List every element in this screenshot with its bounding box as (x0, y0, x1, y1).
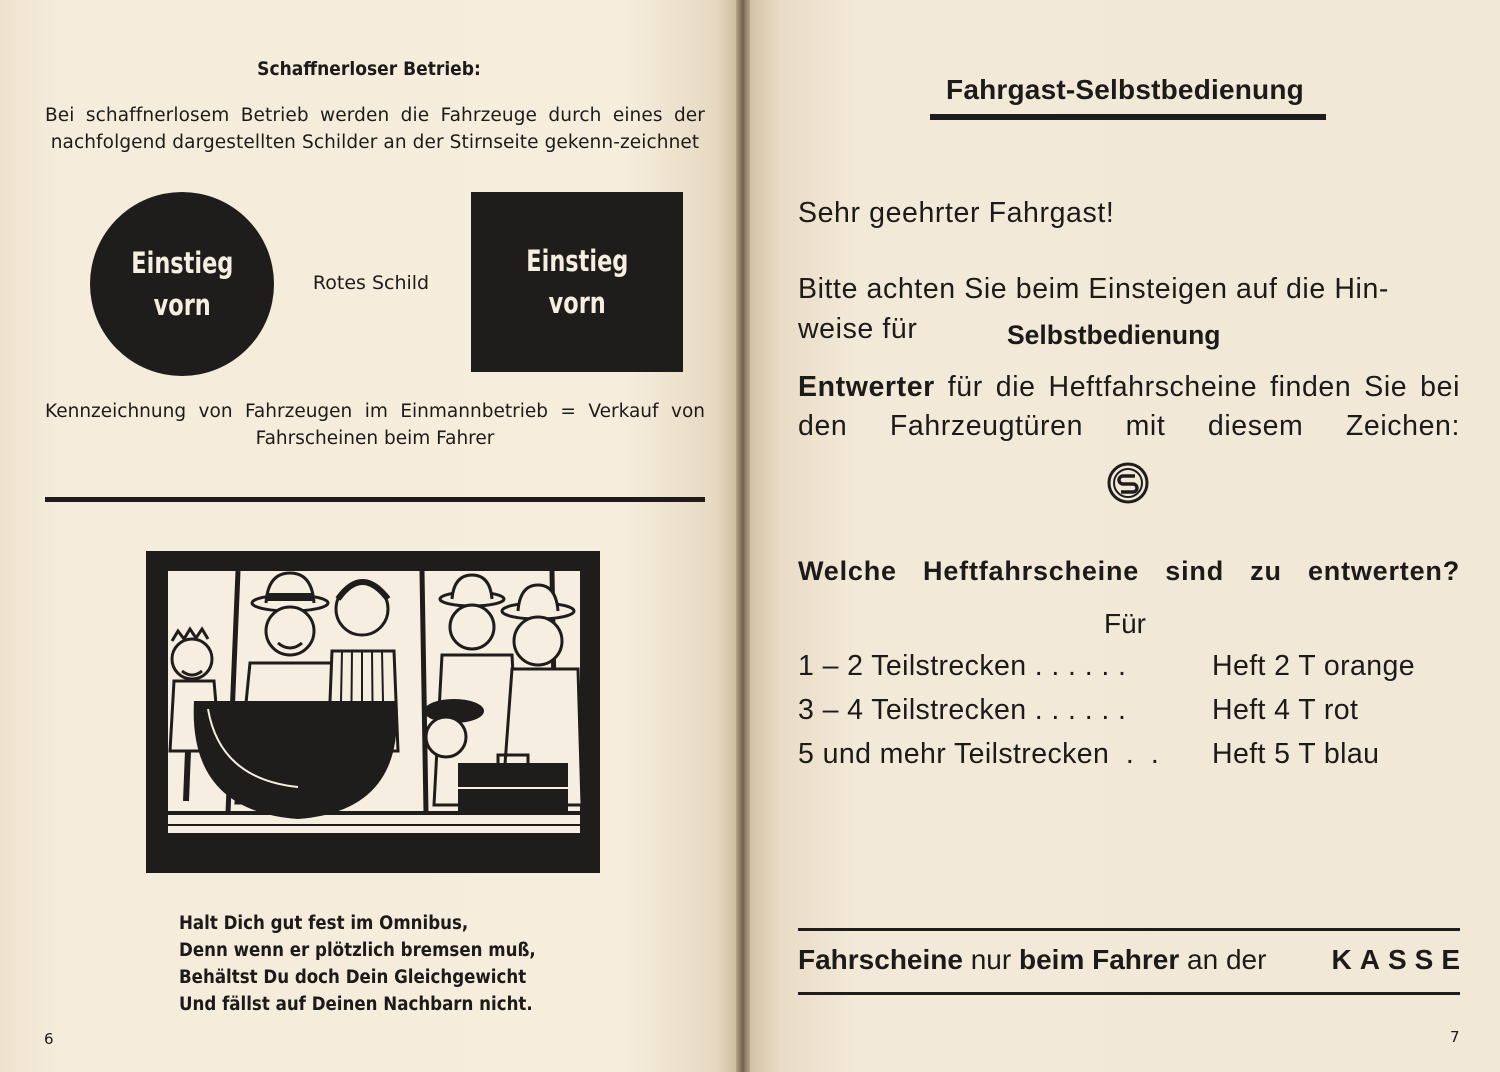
square-sign-line2: vorn (548, 286, 606, 320)
bus-passengers-cartoon (146, 551, 600, 873)
cartoon-drawing (146, 551, 600, 873)
square-sign-line1: Einstieg (525, 244, 629, 278)
footer-part3: beim Fahrer (1018, 944, 1180, 975)
fare-row (798, 738, 1478, 778)
left-caption: Kennzeichnung von Fahrzeugen im Einmannbetrieb = Verkauf von Fahrscheinen beim Fahrer (45, 401, 705, 449)
round-sign-line2: vorn (153, 288, 211, 322)
poem (179, 910, 599, 1018)
fare-range: 3 – 4 Teilstrecken . . . . . . (798, 694, 1127, 726)
validator-paragraph (798, 368, 1460, 446)
right-title: Fahrgast-Selbstbedienung (946, 74, 1304, 105)
title-underline (930, 114, 1326, 120)
round-sign-line1: Einstieg (130, 246, 234, 280)
fare-range: 1 – 2 Teilstrecken . . . . . . (798, 650, 1127, 682)
poem-line: Halt Dich gut fest im Omnibus, (179, 913, 469, 934)
salutation: Sehr geehrter Fahrgast! (798, 197, 1115, 229)
right-page (750, 0, 1500, 1072)
round-sign (90, 192, 274, 376)
fare-row (798, 694, 1478, 734)
left-page (0, 0, 738, 1072)
left-paragraph: Bei schaffnerlosem Betrieb werden die Fahrzeuge durch eines der nachfolgend dargestellten Schilder an der Stirnseite gekenn-zeichnet (45, 105, 705, 153)
fare-ticket: Heft 4 T rot (1212, 694, 1359, 726)
fare-ticket: Heft 5 T blau (1212, 738, 1380, 770)
fare-ticket: Heft 2 T orange (1212, 650, 1415, 682)
footer-kasse: KASSE (1331, 944, 1468, 975)
poem-line: Behältst Du doch Dein Gleichgewicht (179, 967, 527, 988)
footer-rule-bottom (798, 992, 1460, 995)
page-number-right: 7 (1450, 1028, 1460, 1046)
validator-word: Entwerter (798, 371, 935, 403)
instruction-line-2: weise für (798, 313, 918, 345)
page-number-left: 6 (44, 1030, 54, 1048)
fare-range: 5 und mehr Teilstrecken . . (798, 738, 1160, 770)
footer-part1: Fahrscheine (798, 944, 963, 975)
question-heading: Welche Heftfahrscheine sind zu entwerten? (798, 556, 1460, 586)
validator-s-logo-icon (1107, 462, 1149, 504)
footer-part2: nur (962, 944, 1019, 975)
left-heading: Schaffnerloser Betrieb: (257, 58, 481, 80)
selbstbedienung-label: Selbstbedienung (1007, 320, 1221, 350)
fare-row (798, 650, 1478, 690)
poem-line: Denn wenn er plötzlich bremsen muß, (179, 940, 536, 961)
footer-line (798, 944, 1468, 976)
validator-text: für die Heftfahrscheine finden Sie bei den Fahrzeugtüren mit diesem Zeichen: (798, 371, 1460, 442)
footer-part4: an der (1179, 944, 1267, 975)
poem-line: Und fällst auf Deinen Nachbarn nicht. (179, 994, 533, 1015)
fur-label: Für (1104, 608, 1146, 639)
instruction-line-1: Bitte achten Sie beim Einsteigen auf die Hin- (798, 273, 1389, 305)
footer-rule-top (798, 928, 1460, 931)
left-divider (45, 497, 705, 502)
sign-middle-label: Rotes Schild (312, 272, 430, 294)
square-sign (471, 192, 683, 372)
